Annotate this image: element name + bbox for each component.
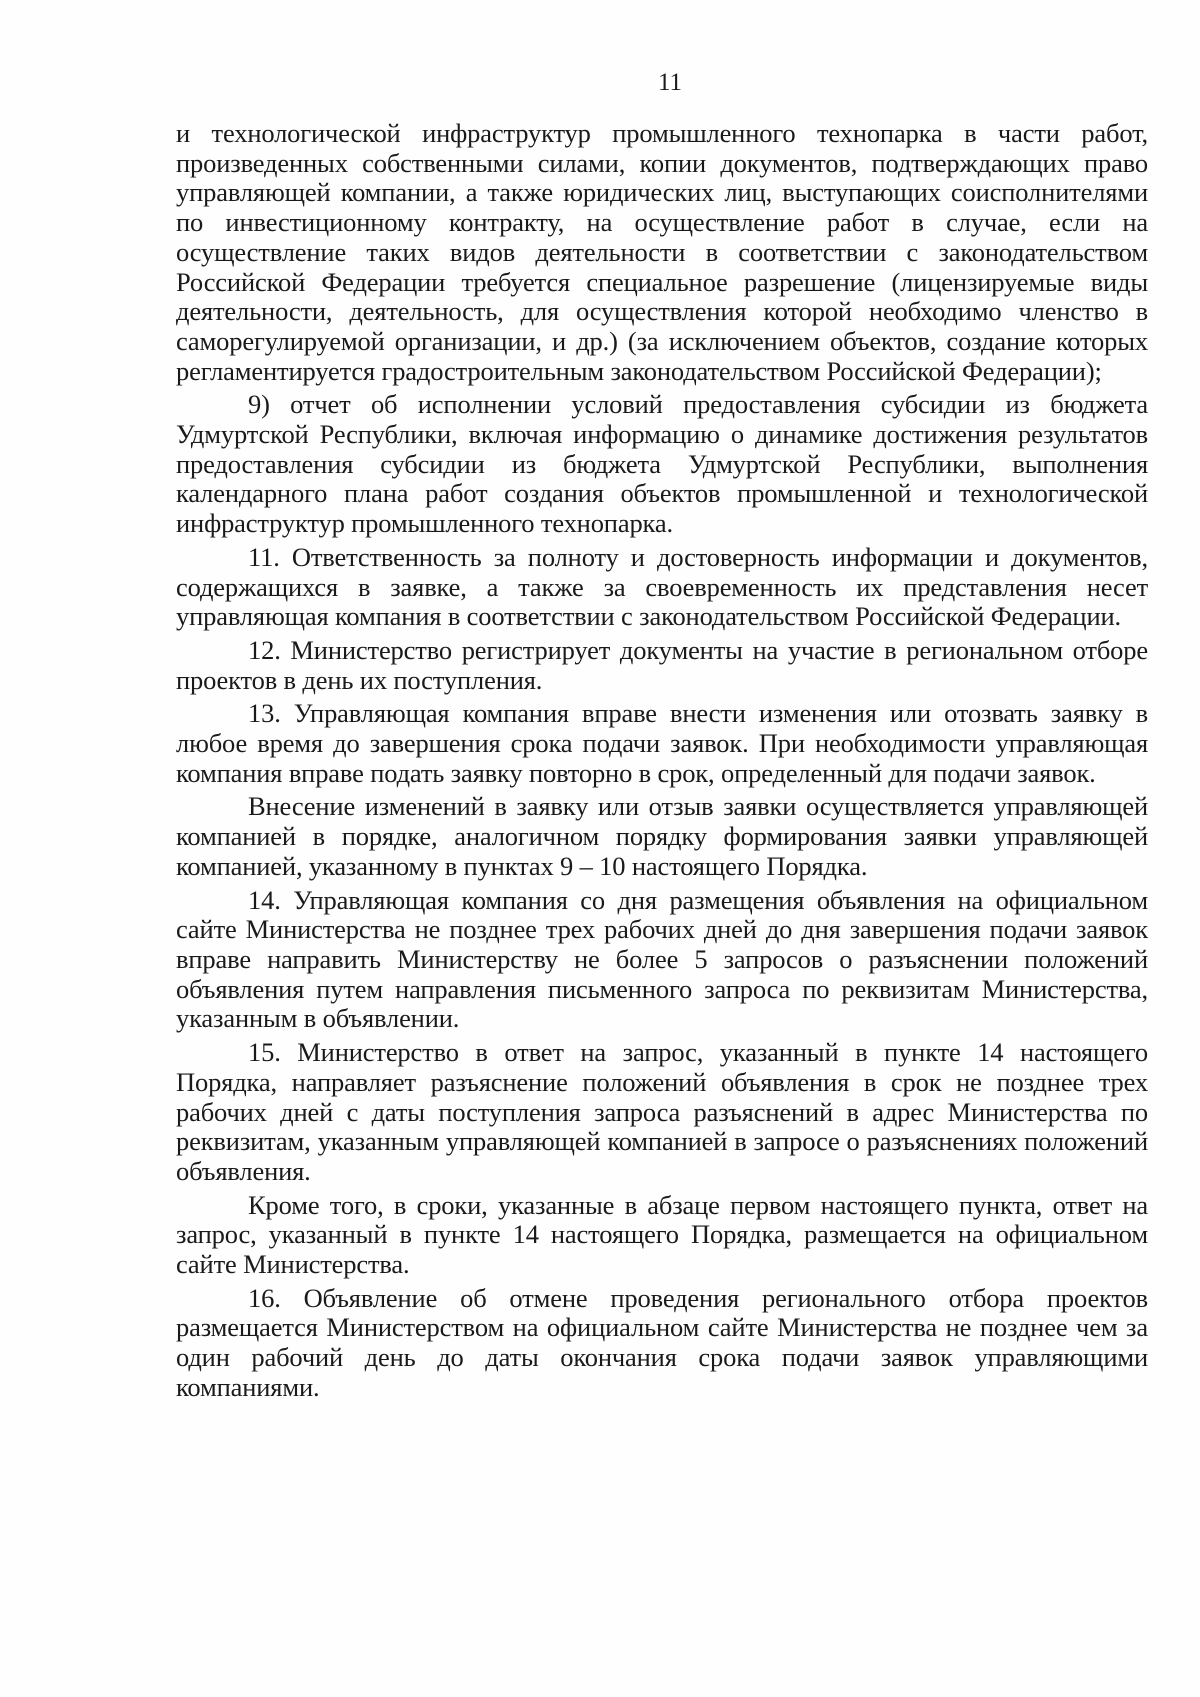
paragraph-clause-12: 12. Министерство регистрирует документы на участие в региональном отборе проектов в день их поступления. [176,634,1148,695]
paragraph-clause-15: 15. Министерство в ответ на запрос, указанный в пункте 14 настоящего Порядка, направляет разъяснение положений объявления в срок не позднее трех рабочих дней с даты поступления запроса разъяснений в адрес Министерства по реквизитам, указанным управляющей компанией в запросе о разъяснениях положений объявления. [176,1037,1148,1186]
paragraph-clause-13: 13. Управляющая компания вправе внести изменения или отозвать заявку в любое время до завершения срока подачи заявок. При необходимости управляющая компания вправе подать заявку повторно в срок, определенный для подачи заявок. [176,698,1148,788]
document-body [176,119,1148,1403]
paragraph-clause-11: 11. Ответственность за полноту и достоверность информации и документов, содержащихся в заявке, а также за своевременность их представления несет управляющая компания в соответствии с законодательством Российской Федерации. [176,541,1148,632]
paragraph-clause-16: 16. Объявление об отмене проведения регионального отбора проектов размещается Министерством на официальном сайте Министерства не позднее чем за один рабочий день до даты окончания срока подачи заявок управляющими компаниями. [176,1282,1148,1402]
paragraph-item-9: 9) отчет об исполнении условий предоставления субсидии из бюджета Удмуртской Республики, включая информацию о динамике достижения результатов предоставления субсидии из бюджета Удмуртской Республики, выполнения календарного плана работ создания объектов промышленной и технологической инфраструктур промышленного технопарка. [176,389,1148,539]
paragraph-clause-14: 14. Управляющая компания со дня размещения объявления на официальном сайте Министерства не позднее трех рабочих дней до дня завершения подачи заявок вправе направить Министерству не более 5 запросов о разъяснении положений объявления путем направления письменного запроса по реквизитам Министерства, указанным в объявлении. [176,884,1148,1034]
page-number: 11 [657,69,683,96]
paragraph-clause-15-continued: Кроме того, в сроки, указанные в абзаце первом настоящего пункта, ответ на запрос, указанный в пункте 14 настоящего Порядка, размещается на официальном сайте Министерства. [176,1189,1148,1280]
paragraph-clause-13-continued: Внесение изменений в заявку или отзыв заявки осуществляется управляющей компанией в порядке, аналогичном порядку формирования заявки управляющей компанией, указанному в пунктах 9 – 10 настоящего Порядка. [176,791,1148,881]
paragraph-continuation: и технологической инфраструктур промышленного технопарка в части работ, произведенных собственными силами, копии документов, подтверждающих право управляющей компании, а также юридических лиц, выступающих соисполнителями по инвестиционному контракту, на осуществление работ в случае, если на осуществление таких видов деятельности в соответствии с законодательством Российской Федерации требуется специальное разрешение (лицензируемые виды деятельности, деятельность, для осуществления которой необходимо членство в саморегулируемой организации, и др.) (за исключением объектов, создание которых регламентируется градостроительным законодательством Российской Федерации); [176,118,1148,386]
